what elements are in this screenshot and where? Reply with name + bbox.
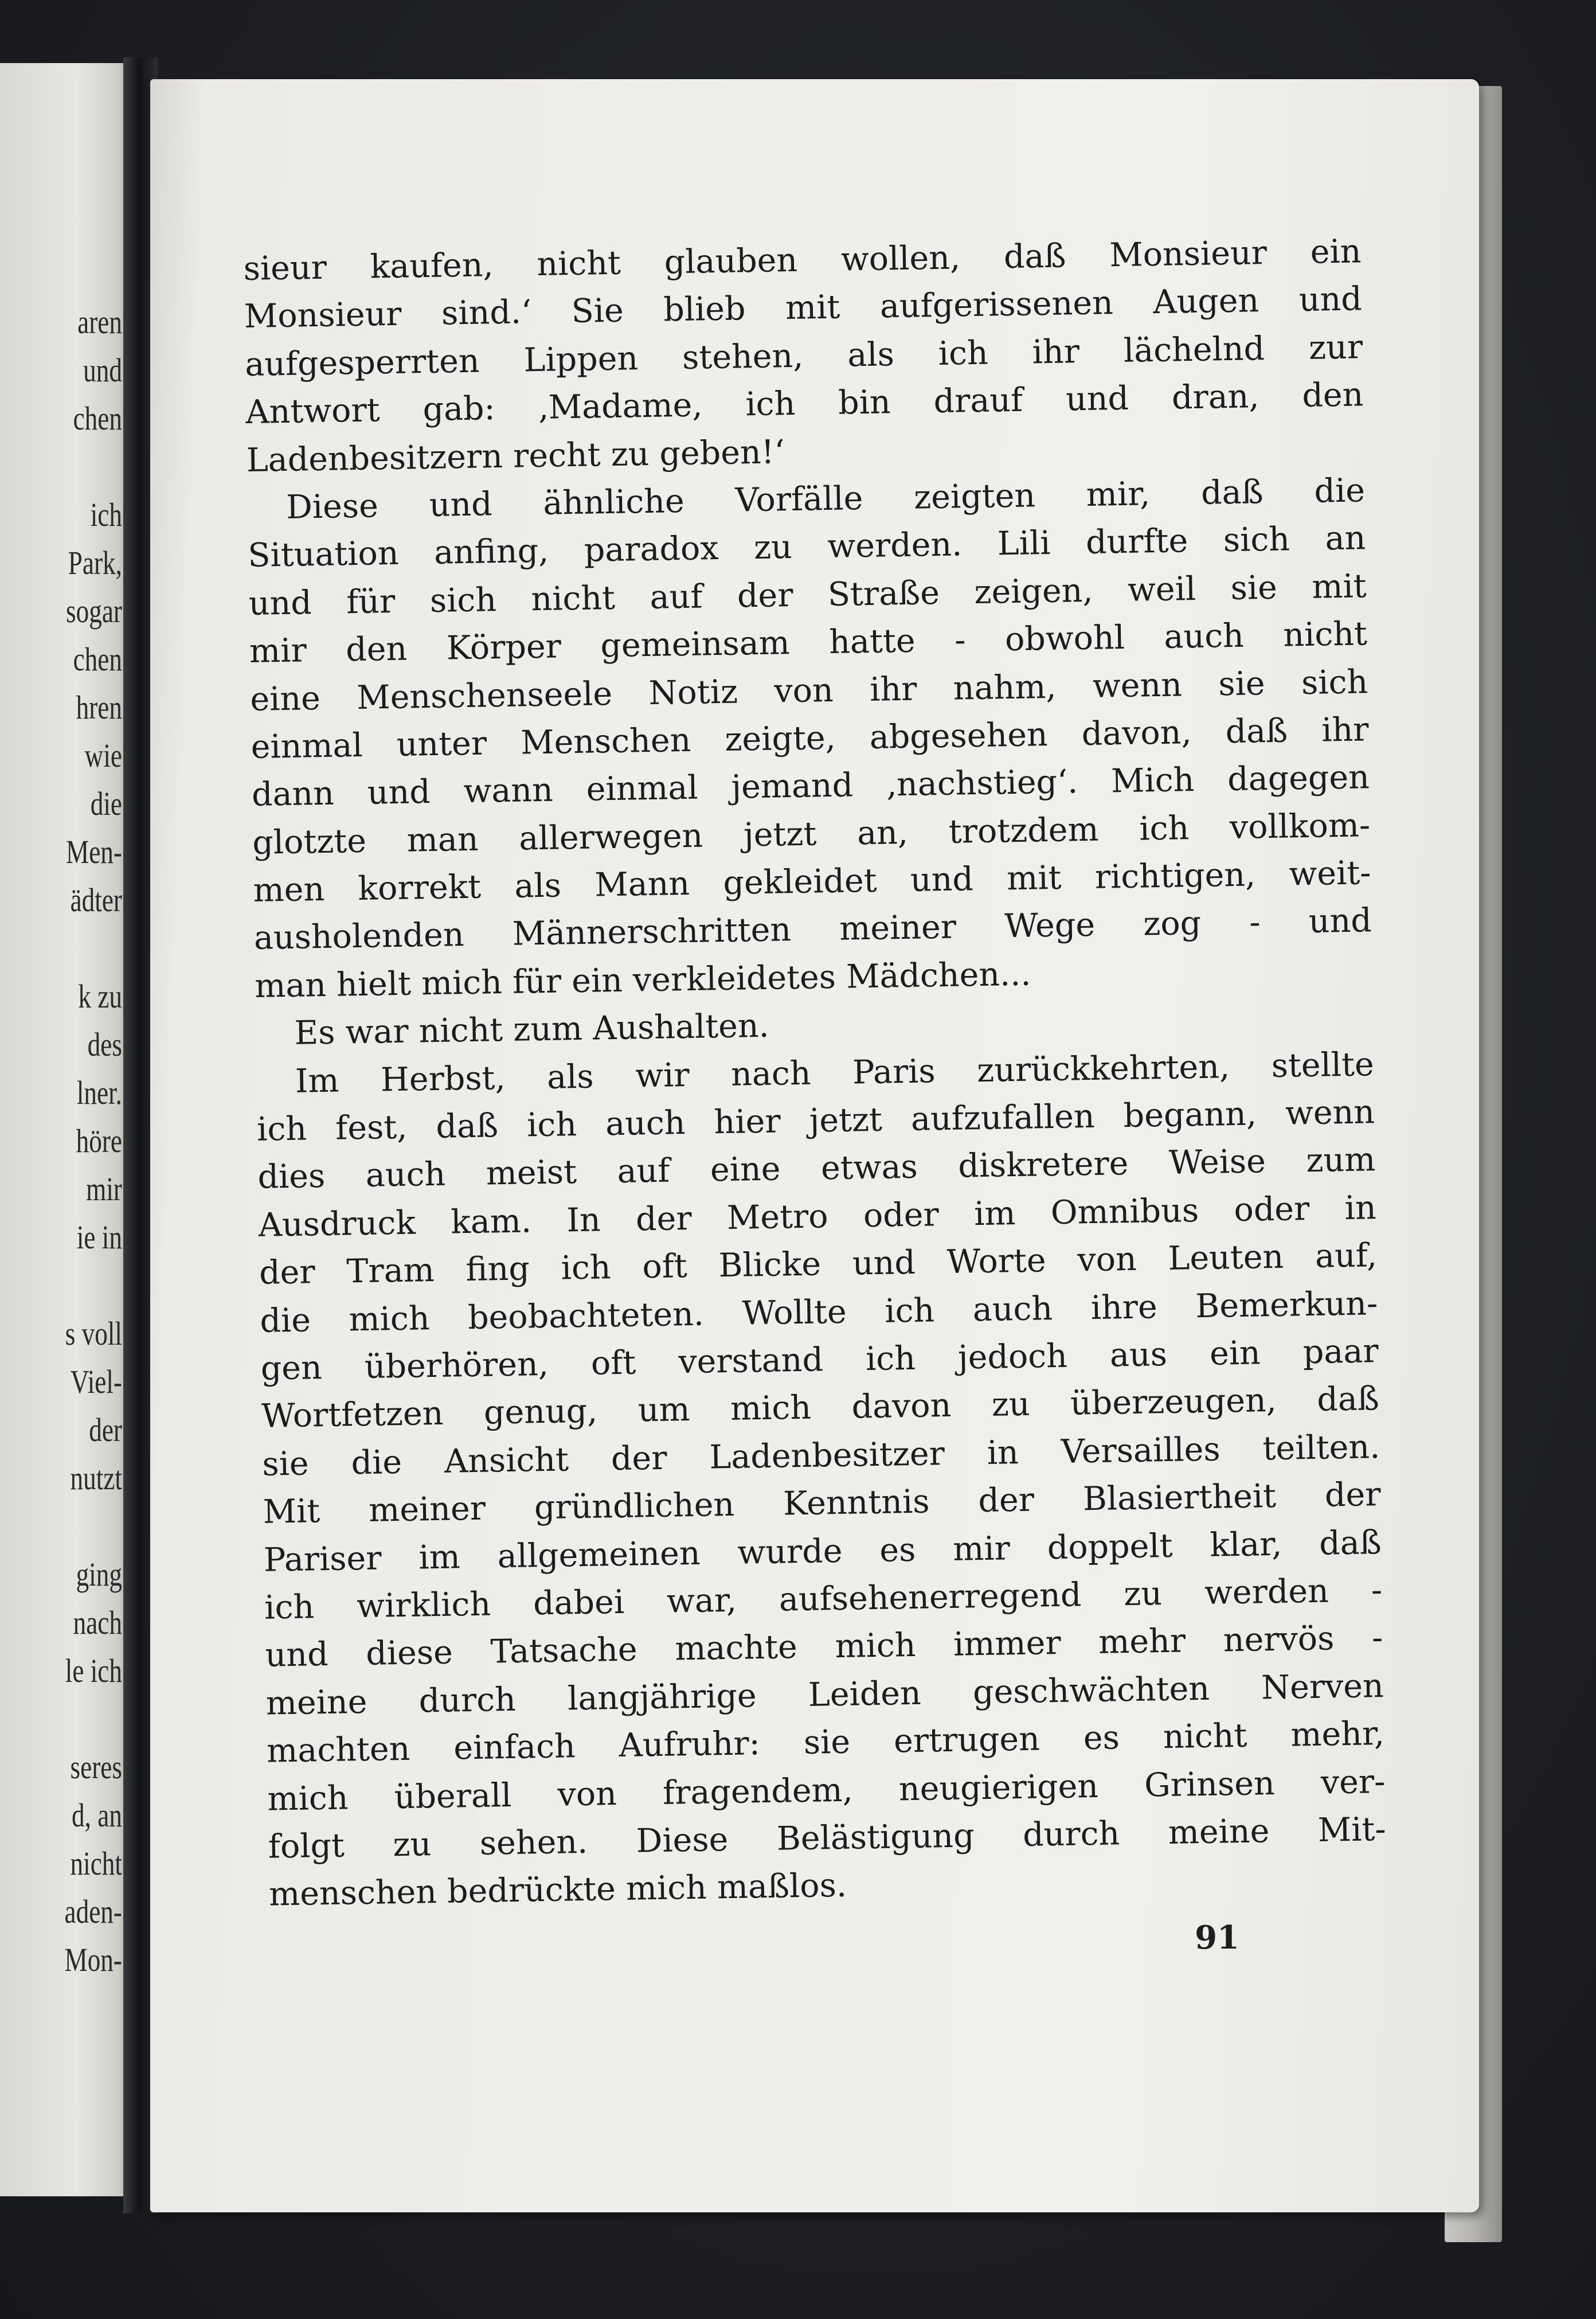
left-page-line: des xyxy=(87,1026,122,1063)
left-page-line: seres xyxy=(70,1748,122,1786)
page-number: 91 xyxy=(1195,1919,1239,1957)
left-page-text-fragments xyxy=(50,298,122,1984)
text-line: eine Menschenseele Notiz von ihr nahm, wenn sie sich xyxy=(249,662,1368,719)
left-page-line: nutzt xyxy=(70,1459,122,1497)
left-page-line: ädter xyxy=(70,881,122,919)
text-line: Ladenbesitzern recht zu geben!‘ xyxy=(246,432,785,479)
text-line: menschen bedrückte mich maßlos. xyxy=(268,1867,847,1914)
left-page-line: k zu xyxy=(78,978,122,1015)
left-page-line: aden- xyxy=(64,1893,122,1930)
left-page-line xyxy=(50,1262,122,1310)
text-line: und für sich nicht auf der Straße zeigen, weil sie mit xyxy=(248,567,1367,623)
left-page-line: Viel- xyxy=(70,1363,122,1400)
left-page-line: Park, xyxy=(68,544,122,581)
left-page-line: höre xyxy=(76,1122,122,1160)
body-text xyxy=(243,228,1387,1919)
text-line: mich überall von fragendem, neugierigen Grinsen ver- xyxy=(267,1762,1386,1818)
text-line: mir den Körper gemeinsam hatte - obwohl auch nicht xyxy=(249,615,1368,671)
text-line: Monsieur sind.‘ Sie blieb mit aufgerissenen Augen und xyxy=(244,280,1363,336)
left-page-line: sogar xyxy=(66,592,122,630)
left-page-line xyxy=(50,1695,122,1743)
text-line: und diese Tatsache machte mich immer mehr nervös - xyxy=(265,1619,1383,1675)
left-page-line: s voll xyxy=(65,1315,122,1352)
text-line: gen überhören, oft verstand ich jedoch aus ein paar xyxy=(260,1332,1379,1388)
text-line: glotzte man allerwegen jetzt an, trotzdem ich vollkom- xyxy=(252,806,1371,862)
left-page-line xyxy=(50,924,122,973)
text-line: der Tram fing ich oft Blicke und Worte von Leuten auf, xyxy=(259,1236,1378,1292)
text-line: meine durch langjährige Leiden geschwächten Nerven xyxy=(265,1666,1384,1723)
left-page-line: nicht xyxy=(70,1845,122,1882)
left-page-line: mir xyxy=(86,1170,122,1208)
text-line: dies auch meist auf eine etwas diskretere Weise zum xyxy=(257,1141,1376,1197)
text-line: sie die Ansicht der Ladenbesitzer in Versailles teilten. xyxy=(261,1427,1380,1483)
left-page-line: ich xyxy=(90,496,122,533)
text-line: ich wirklich dabei war, aufsehenerregend zu werden - xyxy=(264,1571,1383,1627)
text-line: men korrekt als Mann gekleidet und mit richtigen, weit- xyxy=(253,854,1371,909)
text-line: Situation anfing, paradox zu werden. Lili durfte sich an xyxy=(247,519,1366,575)
text-line: Pariser im allgemeinen wurde es mir doppelt klar, daß xyxy=(263,1523,1382,1579)
text-line: aufgesperrten Lippen stehen, als ich ihr lächelnd zur xyxy=(244,328,1363,384)
left-page-line: wie xyxy=(84,737,122,774)
left-page-line: der xyxy=(89,1411,122,1449)
text-line: dann und wann einmal jemand ‚nachstieg‘. Mich dagegen xyxy=(251,758,1370,814)
left-page-line xyxy=(50,443,122,491)
text-line: einmal unter Menschen zeigte, abgesehen davon, daß ihr xyxy=(251,710,1370,766)
text-line: die mich beobachteten. Wollte ich auch ihre Bemerkun- xyxy=(259,1284,1378,1340)
text-line: machten einfach Aufruhr: sie ertrugen es nicht mehr, xyxy=(266,1715,1385,1770)
left-page-line: hren xyxy=(76,689,122,726)
left-page-line: und xyxy=(83,352,122,389)
left-page-line: aren xyxy=(77,303,122,341)
left-page-line: Men- xyxy=(66,833,122,870)
text-line: ich fest, daß ich auch hier jetzt aufzufallen begann, wenn xyxy=(256,1093,1375,1149)
left-page-line: chen xyxy=(73,641,122,678)
left-page-line: d, an xyxy=(72,1797,122,1834)
left-page-line: le ich xyxy=(65,1652,122,1689)
right-page xyxy=(150,79,1479,2212)
text-line: Wortfetzen genug, um mich davon zu überzeugen, daß xyxy=(261,1380,1380,1436)
text-line: sieur kaufen, nicht glauben wollen, daß Monsieur ein xyxy=(243,232,1362,288)
text-line: Im Herbst, als wir nach Paris zurückkehrten, stellte xyxy=(295,1045,1375,1100)
text-line: Antwort gab: ‚Madame, ich bin drauf und dran, den xyxy=(245,376,1364,432)
text-line: man hielt mich für ein verkleidetes Mädchen... xyxy=(254,955,1031,1005)
left-page-line: nach xyxy=(73,1604,122,1641)
left-page-line: Mon- xyxy=(64,1941,122,1978)
left-facing-page xyxy=(0,63,129,2196)
left-page-line: die xyxy=(90,785,122,822)
left-page-line: ie in xyxy=(76,1219,122,1256)
left-page-line: chen xyxy=(73,400,122,437)
text-line: Diese und ähnliche Vorfälle zeigten mir, daß die xyxy=(285,471,1366,526)
text-line: Ausdruck kam. In der Metro oder im Omnibus oder in xyxy=(258,1188,1377,1244)
text-line: ausholenden Männerschritten meiner Wege zog - und xyxy=(253,901,1372,958)
left-page-line: ging xyxy=(76,1556,122,1593)
left-page-line: lner. xyxy=(76,1074,122,1111)
text-line: Es war nicht zum Aushalten. xyxy=(294,1007,770,1053)
text-line: folgt zu sehen. Diese Belästigung durch meine Mit- xyxy=(268,1810,1387,1866)
text-line: Mit meiner gründlichen Kenntnis der Blasiertheit der xyxy=(263,1475,1381,1531)
left-page-line xyxy=(50,1502,122,1551)
